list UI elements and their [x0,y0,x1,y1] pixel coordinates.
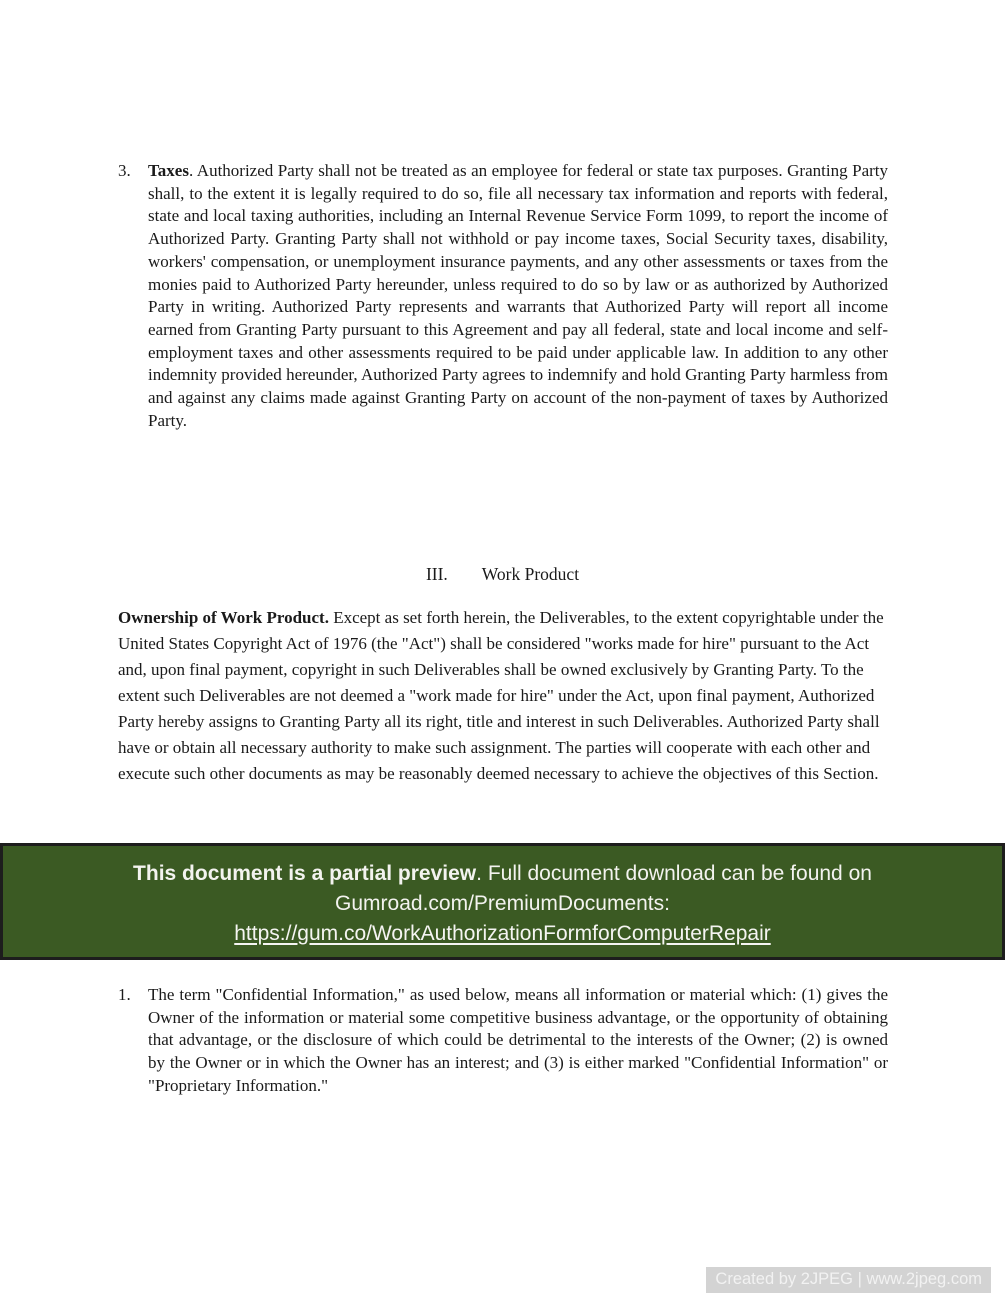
work-product-heading [0,563,1005,585]
section-title: Work Product [481,564,580,584]
banner-regular-text: . Full document download can be found on [476,862,872,885]
ownership-clause [118,605,890,787]
taxes-clause-lead: Taxes [148,161,189,180]
confidential-information-clause [118,984,888,1098]
taxes-clause-body: . Authorized Party shall not be treated as an employee for federal or state tax purposes. Granting Party shall, to the extent it is legally required to do so, file all necessary tax information and reports with federal, state and local taxing authorities, including an Internal Revenue Service Form 1099, to report the income of Authorized Party. Granting Party shall not withhold or pay income taxes, Social Security taxes, disability, workers' compensation, or unemployment insurance payments, and any other assessments or taxes from the monies paid to Authorized Party hereunder, unless required to do so by law or as authorized by Authorized Party in writing. Authorized Party represents and warrants that Authorized Party will report all income earned from Granting Party pursuant to this Agreement and pay all federal, state and local income and self-employment taxes and other assessments required to be paid under applicable law. In addition to any other indemnity provided hereunder, Authorized Party agrees to indemnify and hold Granting Party harmless from and against any claims made against Granting Party on account of the non-payment of taxes by Authorized Party. [148,161,888,430]
clause-number: 3. [118,161,131,180]
taxes-clause-text [148,160,888,432]
clause-number: 1. [118,985,131,1004]
taxes-clause [118,160,888,432]
ownership-clause-body: Except as set forth herein, the Deliverables, to the extent copyrightable under the United States Copyright Act of 1976 (the "Act") shall be considered "works made for hire" pursuant to the Act and, upon final payment, copyright in such Deliverables shall be owned exclusively by Granting Party. To the extent such Deliverables are not deemed a "work made for hire" under the Act, upon final payment, Authorized Party hereby assigns to Granting Party all its right, title and interest in such Deliverables. Authorized Party shall have or obtain all necessary authority to make such assignment. The parties will cooperate with each other and execute such other documents as may be reasonably deemed necessary to achieve the objectives of this Section. [118,608,884,783]
confidential-clause-body: The term "Confidential Information," as used below, means all information or material which: (1) gives the Owner of the information or material some competitive business advantage, or the opportunity of obtaining that advantage, or the disclosure of which could be detrimental to the interests of the Owner; (2) is owned by the Owner or in which the Owner has an interest; and (3) is either marked "Confidential Information" or "Proprietary Information." [148,985,888,1095]
banner-line-1 [48,859,957,889]
creator-watermark: Created by 2JPEG | www.2jpeg.com [706,1267,991,1293]
gumroad-download-link[interactable]: https://gum.co/WorkAuthorizationFormforComputerRepair [234,922,771,945]
section-numeral: III. [425,564,448,584]
ownership-clause-lead: Ownership of Work Product. [118,608,329,627]
banner-line-2: Gumroad.com/PremiumDocuments: [335,892,670,915]
banner-bold-text: This document is a partial preview [133,862,477,885]
partial-preview-banner [0,843,1005,960]
